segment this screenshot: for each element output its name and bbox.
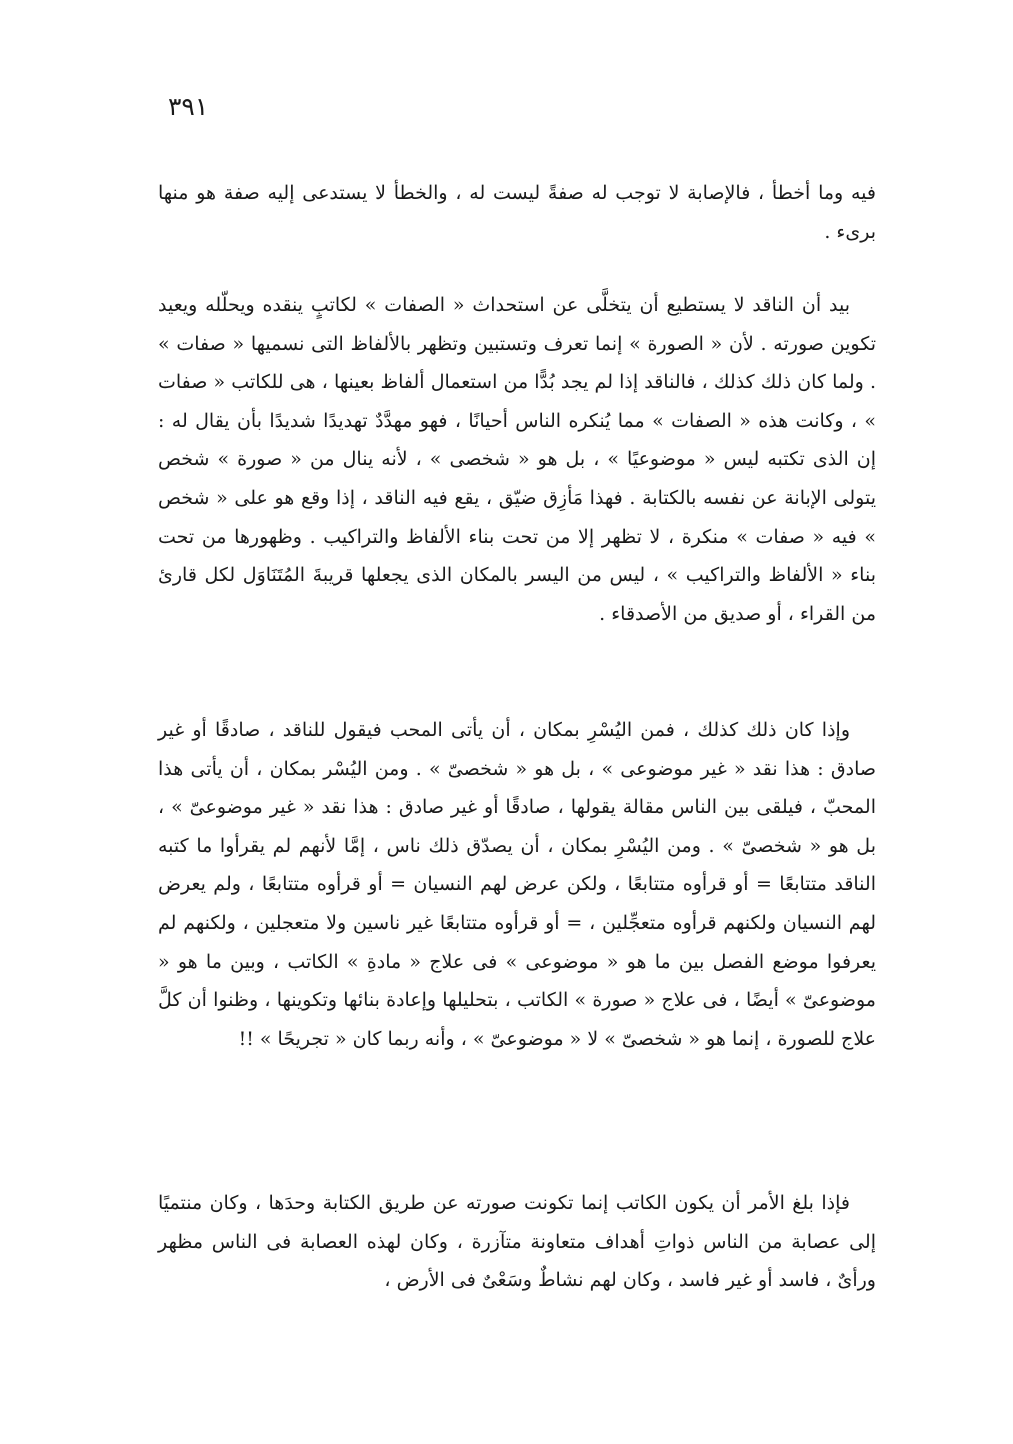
paragraph-4-block bbox=[158, 1184, 876, 1300]
paragraph-4: فإذا بلغ الأمر أن يكون الكاتب إنما تكونت صورته عن طريق الكتابة وحدَها ، وكان منتميًا إلى عصابة من الناس ذواتِ أهداف متعاونة متآزرة ، وكان لهذه العصابة فى الناس مظهر ورأىٌ ، فاسد أو غير فاسد ، وكان لهم نشاطٌ وسَعْىٌ فى الأرض ، bbox=[158, 1192, 876, 1292]
paragraph-3-block bbox=[158, 711, 876, 1058]
page-number: ٣٩١ bbox=[168, 92, 209, 121]
paragraph-3: وإذا كان ذلك كذلك ، فمن اليُسْرِ بمكان ، أن يأتى المحب فيقول للناقد ، صادقًا أو غير صادق : هذا نقد « غير موضوعى » ، بل هو « شخصىّ » . ومن اليُسْر بمكان ، أن يأتى هذا المحبّ ، فيلقى بين الناس مقالة يقولها ، صادقًا أو غير صادق : هذا نقد « غير موضوعىّ » ، بل هو « شخصىّ » . ومن اليُسْرِ بمكان ، أن يصدّق ذلك ناس ، إمَّا لأنهم لم يقرأوا ما كتبه الناقد متتابعًا = أو قرأوه متتابعًا ، ولكن عرض لهم النسيان = أو قرأوه متتابعًا ، ولم يعرض لهم النسيان ولكنهم قرأوه متعجِّلين ، = أو قرأوه متتابعًا غير ناسين ولا متعجلين ، ولكنهم لم يعرفوا موضع الفصل بين ما هو « موضوعى » فى علاج « مادةِ » الكاتب ، وبين ما هو « موضوعىّ » أيضًا ، فى علاج « صورة » الكاتب ، بتحليلها وإعادة بنائها وتكوينها ، وظنوا أن كلَّ علاج للصورة ، إنما هو « شخصىّ » لا « موضوعىّ » ، وأنه ربما كان « تجريحًا » !! bbox=[158, 719, 876, 1050]
paragraph-1-block bbox=[158, 174, 876, 251]
paragraph-2-block bbox=[158, 286, 876, 633]
paragraph-2: بيد أن الناقد لا يستطيع أن يتخلَّى عن استحداث « الصفات » لكاتبٍ ينقده ويحلّله ويعيد تكوين صورته . لأن « الصورة » إنما تعرف وتستبين وتظهر بالألفاظ التى نسميها « صفات » . ولما كان ذلك كذلك ، فالناقد إذا لم يجد بُدًّا من استعمال ألفاظ بعينها ، هى للكاتب « صفات » ، وكانت هذه « الصفات » مما يُنكره الناس أحيانًا ، فهو مهدَّدٌ تهديدًا شديدًا بأن يقال له : إن الذى تكتبه ليس « موضوعيًا » ، بل هو « شخصى » ، لأنه ينال من « صورة » شخص يتولى الإبانة عن نفسه بالكتابة . فهذا مَأزِق ضيّق ، يقع فيه الناقد ، إذا وقع هو على « شخص » فيه « صفات » منكرة ، لا تظهر إلا من تحت بناء الألفاظ والتراكيب . وظهورها من تحت بناء « الألفاظ والتراكيب » ، ليس من اليسر بالمكان الذى يجعلها قريبةَ المُتَنَاوَل لكل قارئ من القراء ، أو صديق من الأصدقاء . bbox=[158, 294, 876, 625]
paragraph-1: فيه وما أخطأ ، فالإصابة لا توجب له صفةً ليست له ، والخطأ لا يستدعى إليه صفة هو منها برىء . bbox=[158, 182, 876, 243]
